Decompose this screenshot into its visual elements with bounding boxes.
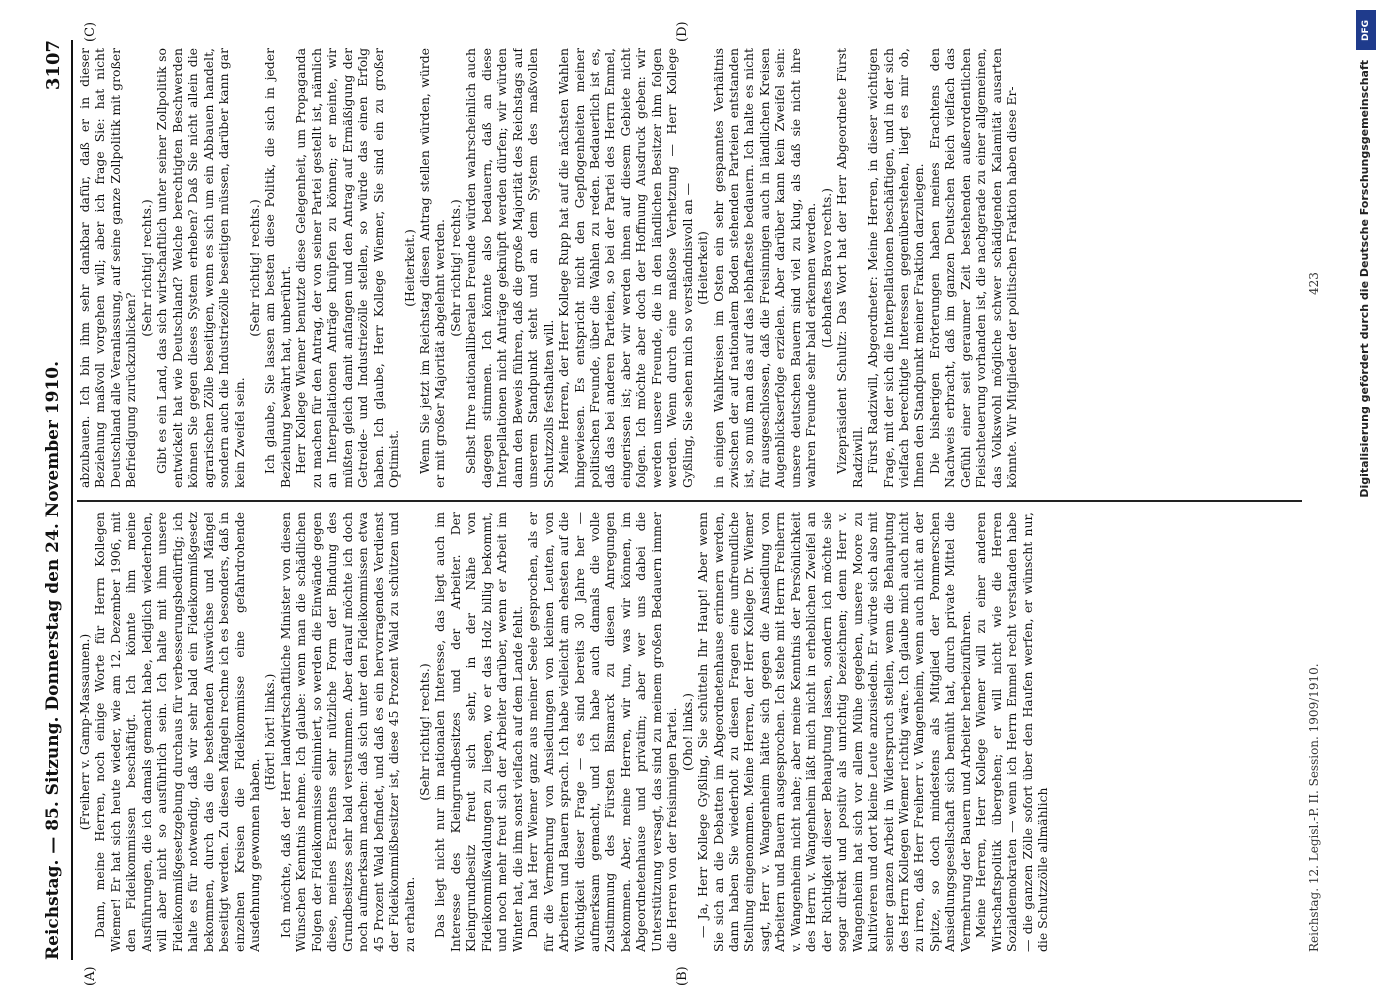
paragraph: Das liegt nicht nur im nationalen Interesse, das liegt auch im Interesse des Kleingrundbesitzes und der Arbeiter. Der Kleingrundbesitz freut sich sehr, in der Nähe von Fideikommißwaldungen zu liegen, wo er das Holz billig bekommt, und noch mehr freut sich der Arbeiter darüber, wenn er Arbeit im Winter hat, die ihm sonst vielfach auf dem Lande fehlt. [432,512,525,952]
interjection: (Lebhaftes Bravo rechts.) [818,188,834,348]
footer-signature: 423 [1307,272,1321,295]
interjection: (Oho! links.) [679,693,695,771]
digitization-strip [1352,8,1380,908]
paragraph: in einigen Wahlkreisen im Osten ein sehr gespanntes Verhältnis zwischen der auf nationalem Boden stehenden Parteien entstanden ist, so muß man das auf das lebhafteste bedauern. Ich halte es nicht für ausgeschlossen, daß die Freisinnigen auch in ländlichen Kreisen Augenblickserfolge erzielen. Aber darüber kann kein Zweifel sein: unsere deutschen Bauern sind viel zu klug, als daß sie nicht ihre wahren Freunde sehr bald erkennen werden. [710,48,819,488]
paragraph: Meine Herren, der Herr Kollege Rupp hat auf die nächsten Wahlen hingewiesen. Es entspricht nicht den Gepflogenheiten meiner politischen Freunde, über die Wahlen zu reden. Bedauerlich ist es, daß das bei anderen Parteien, so bei der Partei des Herrn Emmel, eingerissen ist; aber wir werden ihnen auf diesem Gebiete nicht folgen. Ich möchte aber doch der Hoffnung Ausdruck geben: wir werden unsere Freunde, die in den ländlichen Besitzer ihm folgen werden. Wenn durch eine maßlose Verhetzung — Herr Kollege Gyßling, Sie sehen mich so verständnisvoll an — [556,48,695,488]
interjection: (Sehr richtig! rechts.) [138,199,154,337]
footer-session: Reichstag. 12. Legisl.-P. II. Session. 1909/1910. [1307,663,1321,952]
interjection: (Sehr richtig! rechts.) [447,199,463,337]
interjection: (Sehr richtig! rechts.) [246,199,262,337]
text-column-left [77,512,1302,952]
paragraph: Die bisherigen Erörterungen haben meines Erachtens den Nachweis erbracht, daß im ganzen Deutschen Reich vielfach das Gefühl einer seit geraumer Zeit bestehenden außerordentlichen Fleischteuerung vorhanden ist, die nachgerade zu einer allgemeinen, das Volkswohl mögliche schwer schädigenden Kalamität ausarten könnte. Wir Mitglieder der politischen Fraktion haben diese Er- [926,48,1020,488]
page-number: 3107 [43,40,64,91]
margin-mark-b: (B) [675,966,690,986]
paragraph: Gibt es ein Land, das sich wirtschaftlich unter seiner Zollpolitik so entwickelt hat wie Deutschland? Welche berechtigten Beschwerden können Sie gegen dieses System erheben? Daß Sie nicht allein die agrarischen Zölle beseitigen, wenn es sich um ein Abbauen handelt, sondern auch die Industriezölle beseitigen müssen, darüber kann gar kein Zweifel sein. [154,48,247,488]
paragraph: Ich möchte, daß der Herr landwirtschaftliche Minister von diesen Wünschen Kenntnis nehme. Ich glaube: wenn man die schädlichen Folgen der Fideikommisse eliminiert, so werden die Einwände gegen diese, meines Erachtens sehr nützliche Form der Bindung des Grundbesitzes sehr bald verstummen. Aber darauf möchte ich doch noch aufmerksam machen: daß sich unter den Fideikommissen etwa 45 Prozent Wald befindet, und daß es ein hervorragendes Verdienst der Fideikommißbesitzer ist, diese 45 Prozent Wald zu schützen und zu erhalten. [277,512,417,952]
paragraph: Herr Kollege Wiemer benutzte diese Gelegenheit, um Propaganda zu machen für den Antrag, der von seiner Partei gestellt ist, nämlich an Interpellationen Anträge knüpfen zu können; er meinte, wir müßten gleich damit anfangen und den Antrag auf Ermäßigung der Getreide- und Industriezölle stellen, so würde das einen Erfolg haben. Ich glaube, Herr Kollege Wiemer, Sie sind ein zu großer Optimist. [293,48,402,488]
dfg-logo: DFG [1356,10,1376,50]
margin-mark-d: (D) [675,21,690,42]
speaker-tag: (Freiherr v. Gamp-Massaunen.) [77,633,92,831]
paragraph: abzubauen. Ich bin ihm sehr dankbar dafür, daß er in dieser Beziehung maßvoll vorgehen will; aber ich frage Sie: hat nicht Deutschland alle Veranlassung, auf seine ganze Zollpolitik mit großer Befriedigung zurückzublicken? [77,48,139,488]
interjection: (Sehr richtig! rechts.) [416,663,432,801]
paragraph: Dann hat Herr Wiemer ganz aus meiner Seele gesprochen, als er für die Vermehrung von Ansiedlungen von kleinen Leuten, von Arbeitern und Bauern sprach. Ich habe vielleicht am ehesten auf die Wichtigkeit dieser Frage — es sind bereits 30 Jahre her — aufmerksam gemacht, und ich habe auch damals die volle Zustimmung des Fürsten Bismarck zu diesen Anregungen bekommen. Aber, meine Herren, wir tun, was wir können, im Abgeordnetenhause und privatim; aber wer uns dabei die Unterstützung versagt, das sind zu meinem großen Bedauern immer die Herren von der freisinnigen Partei. [525,512,680,952]
interjection: (Heiterkeit) [695,231,711,305]
paragraph: Selbst Ihre nationalliberalen Freunde würden wahrscheinlich auch dagegen stimmen. Ich könnte also bedauern, daß an diese Interpellationen nicht Anträge geknüpft werden dürfen; wir würden dann den Beweis führen, daß die große Majorität des Reichstags auf unserem Standpunkt steht und an dem System des maßvollen Schutzzolls festhalten will. [463,48,556,488]
interjection: (Hört! hört! links.) [262,673,278,791]
paragraph: — Ja, Herr Kollege Gyßling, Sie schütteln Ihr Haupt! Aber wenn Sie sich an die Debatten im Abgeordnetenhause erinnern werden, dann haben Sie wiederholt zu diesen Fragen eine unfreundliche Stellung eingenommen. Meine Herren, der Herr Kollege Dr. Wiemer sagt, Herr v. Wangenheim hätte sich gegen die Ansiedlung von Arbeitern und Bauern ausgesprochen. Ich stehe mit Herrn Freiherrn v. Wangenheim nicht nahe; aber meine Kenntnis der Persönlichkeit des Herrn v. Wangenheim läßt mich nicht in erheblichen Zweifel an der Richtigkeit dieser Behauptung lassen, sondern ich möchte sie sogar direkt und positiv als unrichtig bezeichnen; denn Herr v. Wangenheim hat sich vor allem Mühe gegeben, unsere Moore zu kultivieren und dort kleine Leute anzusiedeln. Er würde sich also mit seiner ganzen Arbeit in Widerspruch stellen, wenn die Behauptung des Herrn Kollegen Wiemer richtig wäre. Ich glaube mich auch nicht zu irren, daß Herr Freiherr v. Wangenheim, wenn auch nicht an der Spitze, so doch mindestens als Mitglied der Pommerschen Ansiedlungsgesellschaft sich bemüht hat, durch private Mittel die Vermehrung der Bauern und Arbeiter herbeizuführen. [695,512,973,952]
paragraph: Vizepräsident Schultz: Das Wort hat der Herr Abgeordnete Fürst Radziwill. [834,48,865,488]
paragraph: Wenn Sie jetzt im Reichstag diesen Antrag stellen würden, würde er mit großer Majorität abgelehnt werden. [416,48,448,488]
text-column-right [77,48,1302,488]
column-divider [77,501,1302,503]
page-header [31,40,73,960]
paragraph: Dann, meine Herren, noch einige Worte für Herrn Kollegen Wiemer! Er hat sich heute wieder, wie am 12. Dezember 1906, mit den Fideikommissen beschäftigt. Ich könnte ihm meine Ausführungen, die ich damals gemacht habe, lediglich wiederholen, will aber nicht so ausführlich sein. Ich halte mit ihm unsere Fideikommißgesetzgebung durchaus für verbesserungsbedürftig; ich halte es für notwendig, daß wir sehr bald ein Fideikommißgesetz bekommen, durch das die bestehenden Auswüchse und Mängel beseitigt werden. Zu diesen Mängeln rechne ich es besonders, daß in einzelnen Kreisen die Fideikommisse eine gefahrdrohende Ausdehnung gewonnen haben. [92,512,262,952]
header-title: Reichstag. — 85. Sitzung. Donnerstag den 24. November 1910. [43,360,63,960]
paragraph: Ich glaube, Sie lassen am besten diese Politik, die sich in jeder Beziehung bewährt hat, unberührt. [262,48,293,488]
paragraph: Meine Herren, Herr Kollege Wiemer will zu einer anderen Wirtschaftspolitik übergehen; er will nicht wie die Herren Sozialdemokraten — wenn ich Herrn Emmel recht verstanden habe — die ganzen Zölle sofort über den Haufen werfen, er wünscht nur, die Schutzzölle allmählich [973,512,1051,952]
margin-mark-c: (C) [83,21,98,42]
interjection: (Heiterkeit.) [401,229,417,307]
digitization-note: Digitalisierung gefördert durch die Deutsche Forschungsgemeinschaft [1358,60,1371,498]
paragraph: Fürst Radziwill, Abgeordneter: Meine Herren, in dieser wichtigen Frage, mit der sich die Interpellationen beschäftigen, und in der sich vielfach berechtigte Interessen gegenüberstehen, liegt es mir ob, Ihnen den Standpunkt meiner Fraktion darzulegen. [865,48,927,488]
document-page [25,0,1335,1000]
margin-mark-a: (A) [83,966,98,986]
